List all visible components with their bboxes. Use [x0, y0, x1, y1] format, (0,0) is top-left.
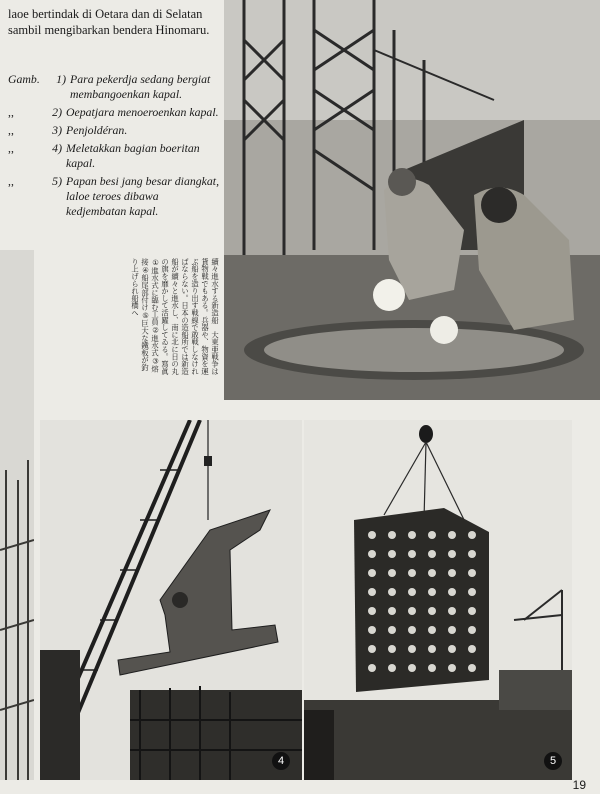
- caption-text: Meletakkan bagian boeritan kapal.: [66, 141, 200, 170]
- caption-number: 1): [56, 72, 66, 86]
- photo-welding: [224, 0, 600, 400]
- japanese-caption: 續々進水する新造船 大東亜戦争は貨物戦でもある。兵器や、物資を運ぶ船を造り出す戦線で敢戦しなければならない。日本の造船所では新造船が續々と進水し、南に北に日の丸の旗を靡かして活躍してゐる。寫眞①進水式に臨む工員②進水式③熔接④船尾部付け⑤巨大な鐵板が釣り上げられ船橋へ: [131, 258, 220, 375]
- caption-text: Para pekerdja sedang bergiat membangoenkan kapal.: [70, 72, 211, 101]
- caption-mark: ,,: [8, 141, 14, 155]
- caption-item-4: [8, 141, 220, 171]
- caption-item-1: [8, 72, 220, 102]
- caption-number: 4): [52, 141, 62, 155]
- photo-number-badge: 4: [272, 752, 290, 770]
- caption-text: Penjoldéran.: [66, 123, 128, 137]
- photo-steel-plate: [304, 420, 572, 780]
- photo-number-badge: 5: [544, 752, 562, 770]
- caption-text: Oepatjara menoeroenkan kapal.: [66, 105, 219, 119]
- caption-item-3: [8, 123, 220, 138]
- caption-mark: ,,: [8, 123, 14, 137]
- intro-paragraph: laoe bertindak di Oetara dan di Selatan sambil mengibarkan bendera Hinomaru.: [8, 7, 210, 37]
- page-number: 19: [572, 778, 586, 792]
- caption-item-2: [8, 105, 220, 120]
- caption-mark: ,,: [8, 174, 14, 188]
- caption-item-5: [8, 174, 220, 219]
- caption-list: [8, 72, 220, 222]
- photo-stern-lift: [40, 420, 302, 780]
- caption-number: 2): [52, 105, 62, 119]
- photo-edge-strip: [0, 250, 34, 780]
- caption-number: 5): [52, 174, 62, 188]
- caption-number: 3): [52, 123, 62, 137]
- caption-mark: Gamb.: [8, 72, 40, 86]
- caption-mark: ,,: [8, 105, 14, 119]
- caption-text: Papan besi jang besar diangkat, laloe teroes dibawa kedjembatan kapal.: [66, 174, 220, 218]
